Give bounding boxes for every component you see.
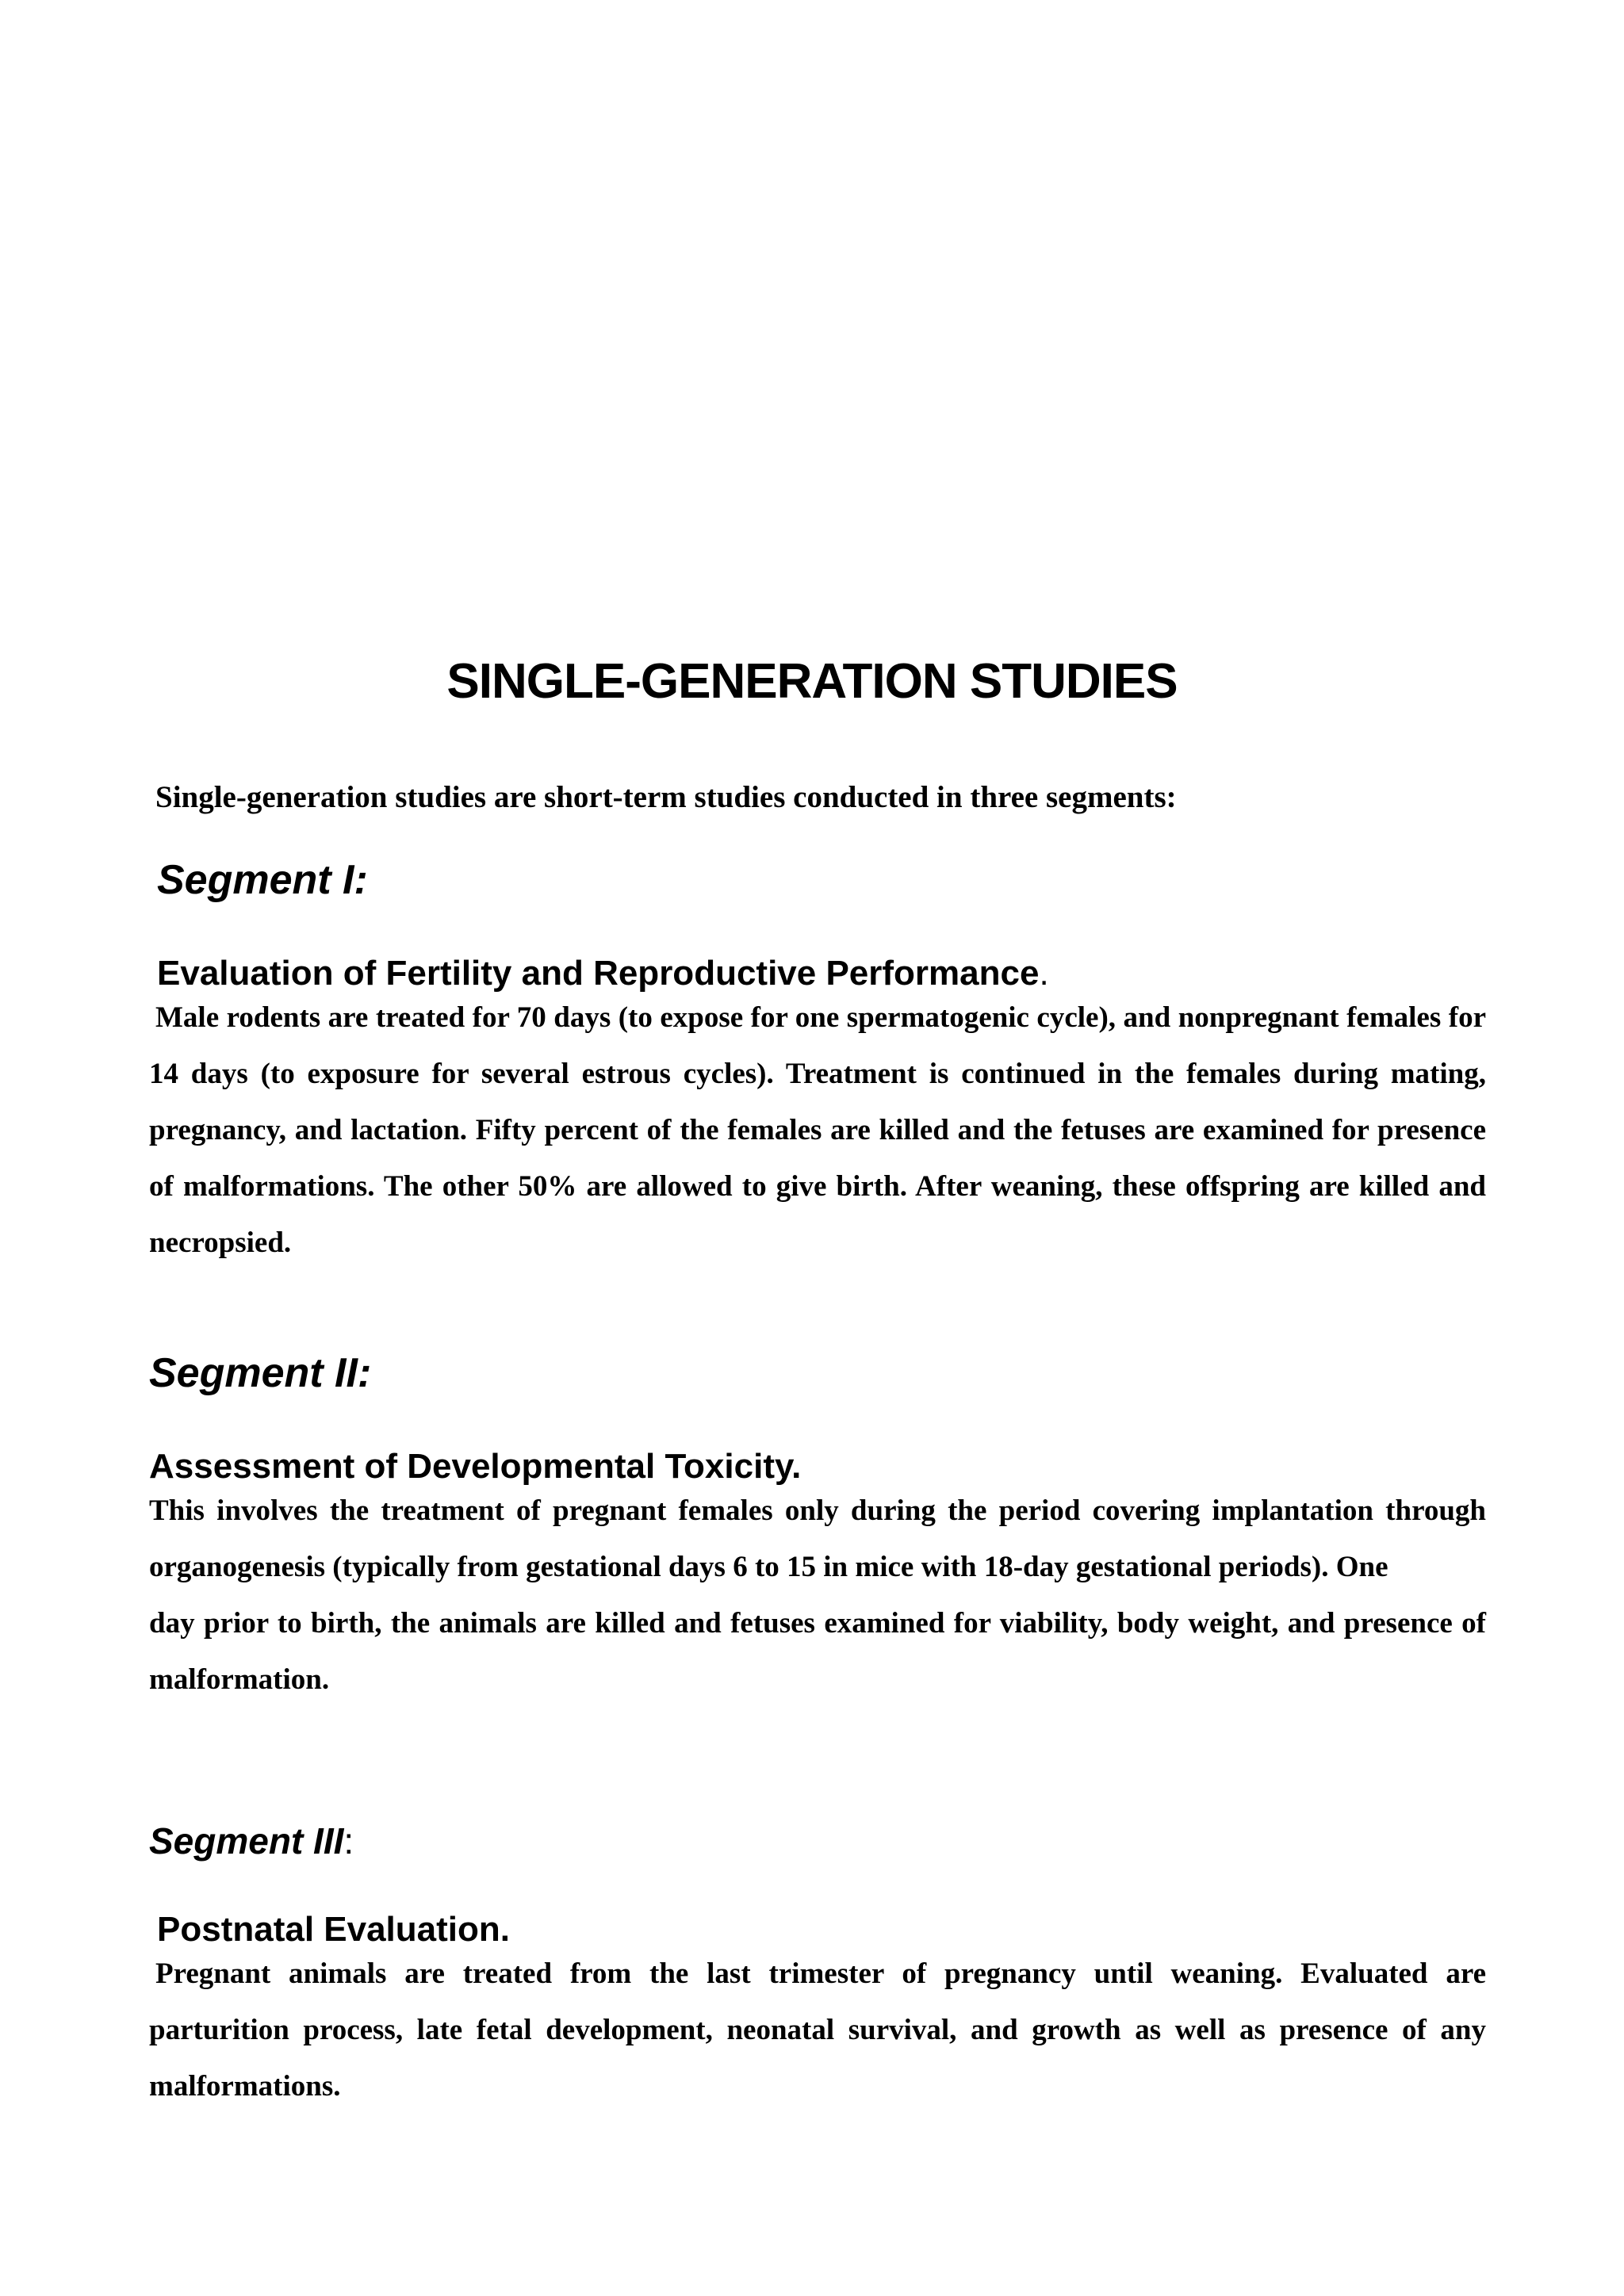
segment-2-paragraph-part-2: day prior to birth, the animals are killed and fetuses examined for viability, body weight, and presence of malformation. [149, 1607, 1486, 1696]
segment-2-paragraph-part-1: This involves the treatment of pregnant females only during the period covering implantation through organogenesis (typically from gestational days 6 to 15 in mice with 18-day gestational periods). One [149, 1494, 1486, 1583]
segment-3-label-suffix: : [343, 1820, 354, 1862]
segment-3-label [149, 1816, 354, 1866]
intro-paragraph: Single-generation studies are short-term studies conducted in three segments: [155, 780, 1177, 814]
segment-1-label: Segment I: [157, 857, 368, 903]
segment-3-heading: Postnatal Evaluation. [157, 1910, 510, 1949]
segment-1-heading-suffix: . [1039, 954, 1049, 993]
segment-1-paragraph: Male rodents are treated for 70 days (to expose for one spermatogenic cycle), and nonpregnant females for 14 days (to exposure for several estrous cycles). Treatment is continued in the females during mating, pregnancy, and lactation. Fifty percent of the females are killed and the fetuses are examined for presence of malformations. The other 50% are allowed to give birth. After weaning, these offspring are killed and necropsied. [149, 1001, 1486, 1259]
segment-3-label-text: Segment III [149, 1820, 344, 1862]
segment-1-heading-text: Evaluation of Fertility and Reproductive Performance [157, 954, 1040, 993]
segment-2-heading: Assessment of Developmental Toxicity. [149, 1447, 802, 1486]
segment-2-label: Segment II: [149, 1350, 372, 1396]
page-title: SINGLE-GENERATION STUDIES [446, 654, 1178, 709]
segment-2-paragraph [149, 1483, 1486, 1708]
segment-3-paragraph: Pregnant animals are treated from the last trimester of pregnancy until weaning. Evaluated are parturition process, late fetal development, neonatal survival, and growth as well as presence of any malformations. [149, 1957, 1486, 2103]
